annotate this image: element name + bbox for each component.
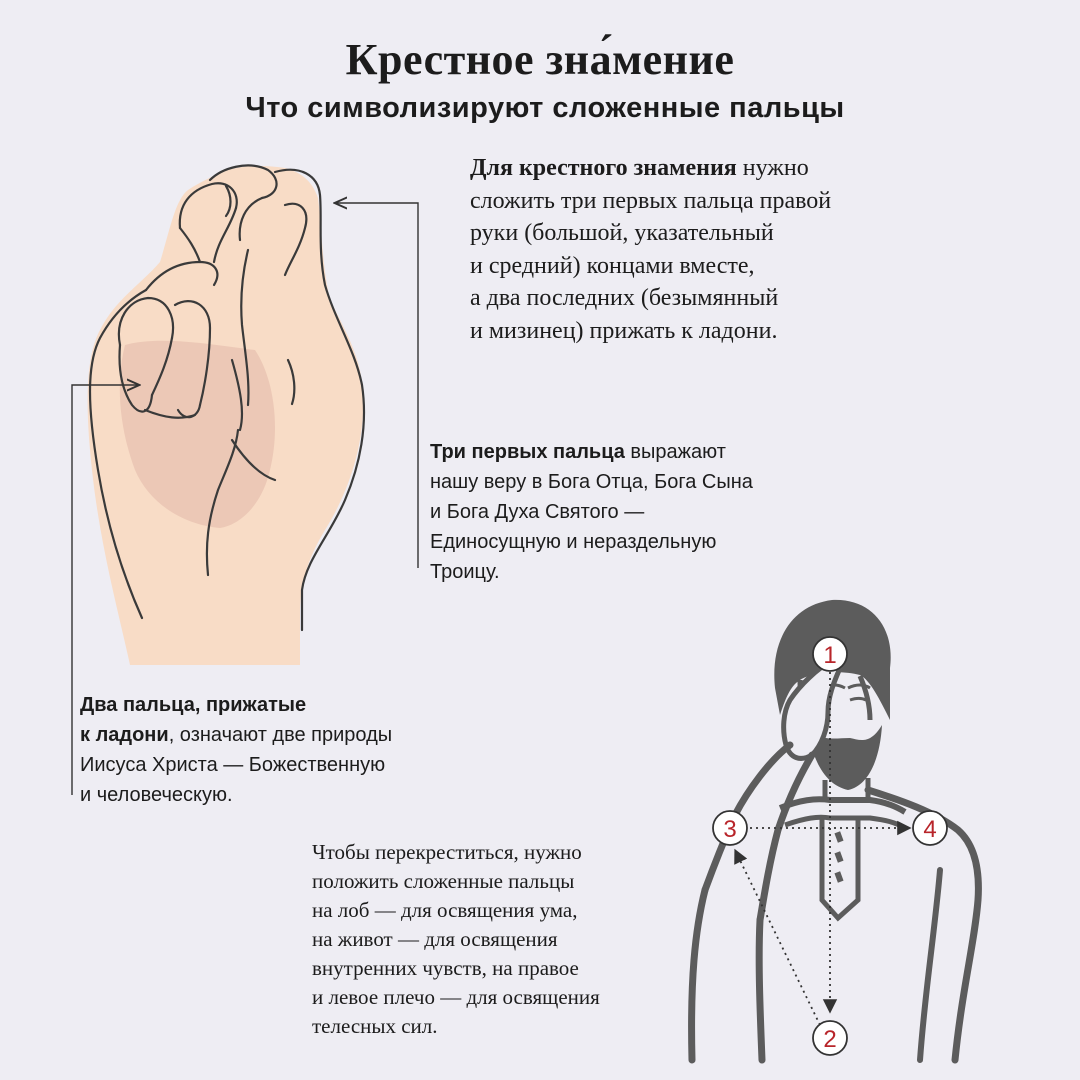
cross-line-7: телесных сил. <box>312 1014 438 1038</box>
two-line-2-rest: , означают две природы <box>168 724 393 746</box>
page-subtitle: Что символизируют сложенные пальцы <box>245 92 845 124</box>
intro-bold: Для крестного знамения <box>470 155 737 181</box>
two-line-2 <box>80 720 480 750</box>
three-line-4: Единосущную и нераздельную <box>430 531 717 553</box>
step-4-marker <box>913 811 947 845</box>
intro-line-4: и средний) концами вместе, <box>470 252 755 279</box>
two-line-1 <box>80 690 480 720</box>
cross-line-4: на живот — для освящения <box>312 927 558 951</box>
three-line-1 <box>430 437 810 467</box>
three-line-5: Троицу. <box>430 561 500 583</box>
step-4-label: 4 <box>923 816 937 843</box>
step-1-marker <box>813 637 847 671</box>
intro-line-5: а два последних (безымянный <box>470 285 779 311</box>
crossing-paragraph <box>312 838 692 1041</box>
intro-line-3: руки (большой, указательный <box>470 220 774 246</box>
intro-line-2: сложить три первых пальца правой <box>470 187 832 214</box>
three-line-2: нашу веру в Бога Отца, Бога Сына <box>430 471 753 493</box>
three-bold: Три первых пальца <box>430 441 625 463</box>
two-line-4: и человеческую. <box>80 784 233 806</box>
two-bold-2: к ладони <box>80 724 169 746</box>
page-title: Крестное зна́мение <box>345 35 735 84</box>
intro-line-1-rest: нужно <box>736 155 809 181</box>
cross-line-3: на лоб — для освящения ума, <box>312 898 578 922</box>
cross-line-5: внутренних чувств, на правое <box>312 956 579 980</box>
intro-line-6: и мизинец) прижать к ладони. <box>470 317 778 344</box>
step-2-marker <box>813 1021 847 1055</box>
step-2-label: 2 <box>823 1026 837 1053</box>
three-line-3: и Бога Духа Святого — <box>430 501 645 523</box>
step-1-label: 1 <box>823 642 837 669</box>
cross-line-2: положить сложенные пальцы <box>312 869 575 893</box>
three-line-1-rest: выражают <box>624 441 726 463</box>
cross-line-6: и левое плечо — для освящения <box>312 985 600 1009</box>
two-line-3: Иисуса Христа — Божественную <box>80 754 386 776</box>
two-fingers-paragraph <box>80 690 480 810</box>
intro-line-1 <box>470 152 910 185</box>
intro-paragraph <box>470 152 910 347</box>
step-3-label: 3 <box>723 816 737 843</box>
step-3-marker <box>713 811 747 845</box>
hand-illustration <box>88 165 364 665</box>
three-fingers-paragraph <box>430 437 810 587</box>
cross-line-1: Чтобы перекреститься, нужно <box>312 840 582 864</box>
two-bold-1: Два пальца, прижатые <box>80 694 307 716</box>
